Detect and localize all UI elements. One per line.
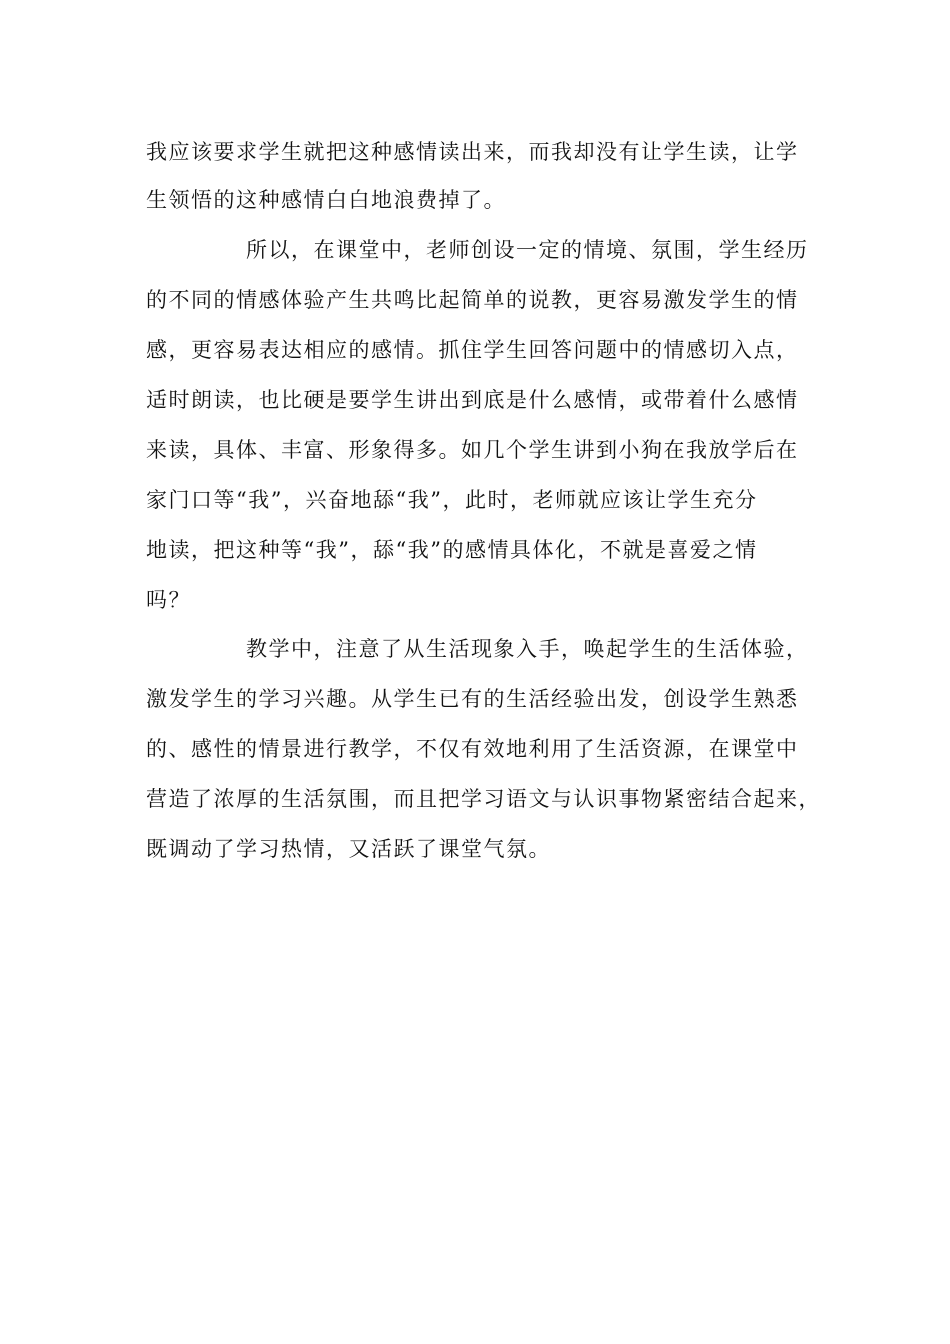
text-line: 适时朗读，也比硬是要学生讲出到底是什么感情，或带着什么感情 <box>146 388 799 412</box>
text-line: 营造了浓厚的生活氛围，而且把学习语文与认识事物紧密结合起来， <box>146 787 821 811</box>
paragraph-first-line: 教学中，注意了从生活现象入手，唤起学生的生活体验， <box>246 637 809 661</box>
text-line: 生领悟的这种感情白白地浪费掉了。 <box>146 188 506 212</box>
text-line: 激发学生的学习兴趣。从学生已有的生活经验出发，创设学生熟悉 <box>146 687 799 711</box>
text-line: 既调动了学习热情，又活跃了课堂气氛。 <box>146 837 551 861</box>
text-line: 家门口等“我”，兴奋地舔“我”，此时，老师就应该让学生充分 <box>146 488 758 512</box>
text-line: 来读，具体、丰富、形象得多。如几个学生讲到小狗在我放学后在 <box>146 438 799 462</box>
text-line: 的不同的情感体验产生共鸣比起简单的说教，更容易激发学生的情 <box>146 288 799 312</box>
paragraph-first-line: 所以，在课堂中，老师创设一定的情境、氛围，学生经历 <box>246 238 809 262</box>
text-line: 吗？ <box>146 588 191 612</box>
text-line: 我应该要求学生就把这种感情读出来，而我却没有让学生读，让学 <box>146 140 799 164</box>
text-line: 地读，把这种等“我”，舔“我”的感情具体化，不就是喜爱之情 <box>146 538 758 562</box>
text-line: 感，更容易表达相应的感情。抓住学生回答问题中的情感切入点， <box>146 338 799 362</box>
text-line: 的、感性的情景进行教学，不仅有效地利用了生活资源，在课堂中 <box>146 737 799 761</box>
